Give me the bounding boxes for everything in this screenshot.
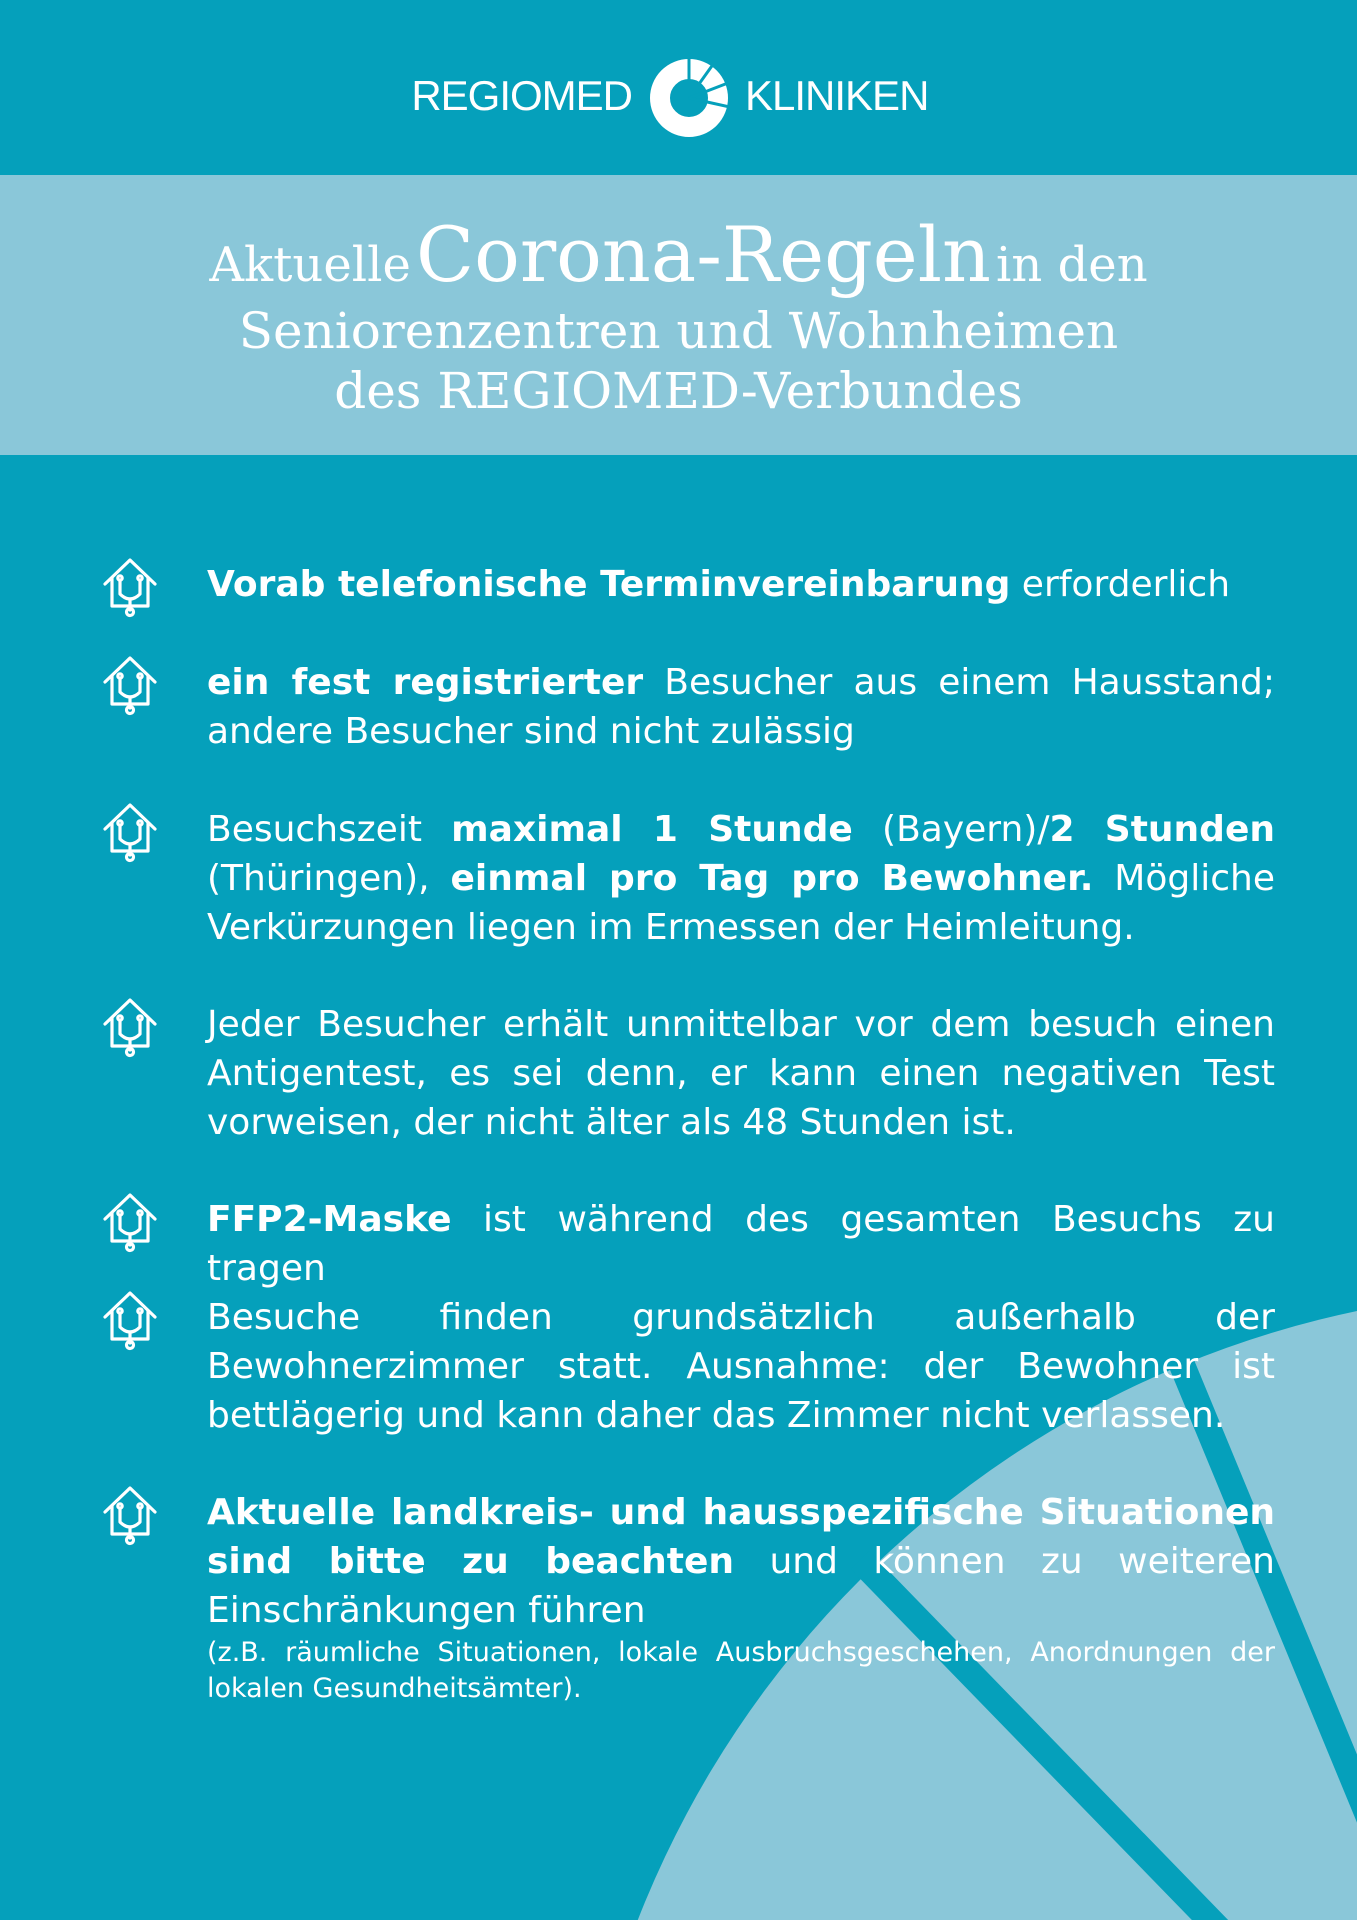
rule-text-part: Jeder Besucher erhält unmittelbar vor dem besuch einen Antigentest, es sei denn, er kann einen negativen Test vorweisen, der nicht älter als 48 Stunden ist.: [207, 1004, 1275, 1143]
rule-text-part: erforderlich: [1010, 564, 1231, 605]
rule-text: [207, 1000, 1275, 1147]
house-stethoscope-icon: [100, 1189, 160, 1253]
rule-text: [207, 658, 1275, 756]
rule-emphasis: maximal 1 Stunde: [451, 809, 853, 850]
page-title-line-1: [209, 209, 1147, 300]
rule-emphasis: Aktuelle landkreis- und hausspezifische Situationen sind bitte zu beachten: [207, 1492, 1275, 1582]
rule-footnote: (z.B. räumliche Situationen, lokale Ausbruchsgeschehen, Anordnungen der lokalen Gesundheitsämter).: [207, 1637, 1275, 1704]
rule-text-part: Besucher aus einem Hausstand; andere Besucher sind nicht zulässig: [207, 662, 1275, 752]
page-title-line-2: Seniorenzentren und Wohnheimen: [238, 301, 1119, 360]
page-title-line-3: des REGIOMED-Verbundes: [334, 361, 1023, 420]
rule-text-part: und können zu weiteren Einschränkungen führen: [207, 1541, 1275, 1631]
title-main: Corona-Regeln: [415, 210, 991, 300]
ring-logo-icon: [648, 57, 730, 139]
rule-text-part: ist während des gesamten Besuchs zu tragen: [207, 1199, 1275, 1289]
house-stethoscope-icon: [100, 554, 160, 618]
rule-text: [207, 1293, 1275, 1440]
rule-text-part: (Bayern)/: [852, 809, 1050, 850]
title-suffix: in den: [996, 237, 1148, 294]
brand-name-right: KLINIKEN: [745, 72, 929, 119]
rule-text: [207, 805, 1275, 952]
rule-emphasis: einmal pro Tag pro Bewohner.: [450, 858, 1094, 899]
rule-emphasis: Vorab telefonische Terminvereinbarung: [207, 564, 1011, 605]
rule-emphasis: FFP2-Maske: [207, 1199, 452, 1240]
rule-text-part: Besuchszeit: [207, 809, 452, 850]
rule-text: [207, 560, 1275, 609]
house-stethoscope-icon: [100, 799, 160, 863]
rule-text-part: (Thüringen),: [207, 858, 451, 899]
house-stethoscope-icon: [100, 994, 160, 1058]
house-stethoscope-icon: [100, 1482, 160, 1546]
house-stethoscope-icon: [100, 652, 160, 716]
rule-emphasis: ein fest registrierter: [207, 662, 644, 703]
house-stethoscope-icon: [100, 1287, 160, 1351]
rule-emphasis: 2 Stunden: [1049, 809, 1275, 850]
title-prefix: Aktuelle: [209, 237, 411, 294]
brand-name-left: REGIOMED: [411, 72, 632, 119]
title-band: [0, 175, 1357, 455]
rule-text: [207, 1195, 1275, 1293]
rule-text: [207, 1488, 1275, 1707]
rule-text-part: Mögliche Verkürzungen liegen im Ermessen der Heimleitung.: [207, 858, 1275, 948]
rule-text-part: Besuche finden grundsätzlich außerhalb der Bewohnerzimmer statt. Ausnahme: der Bewohner ist bettlägerig und kann daher das Zimmer nicht verlassen.: [207, 1297, 1275, 1436]
header: [0, 0, 1357, 175]
